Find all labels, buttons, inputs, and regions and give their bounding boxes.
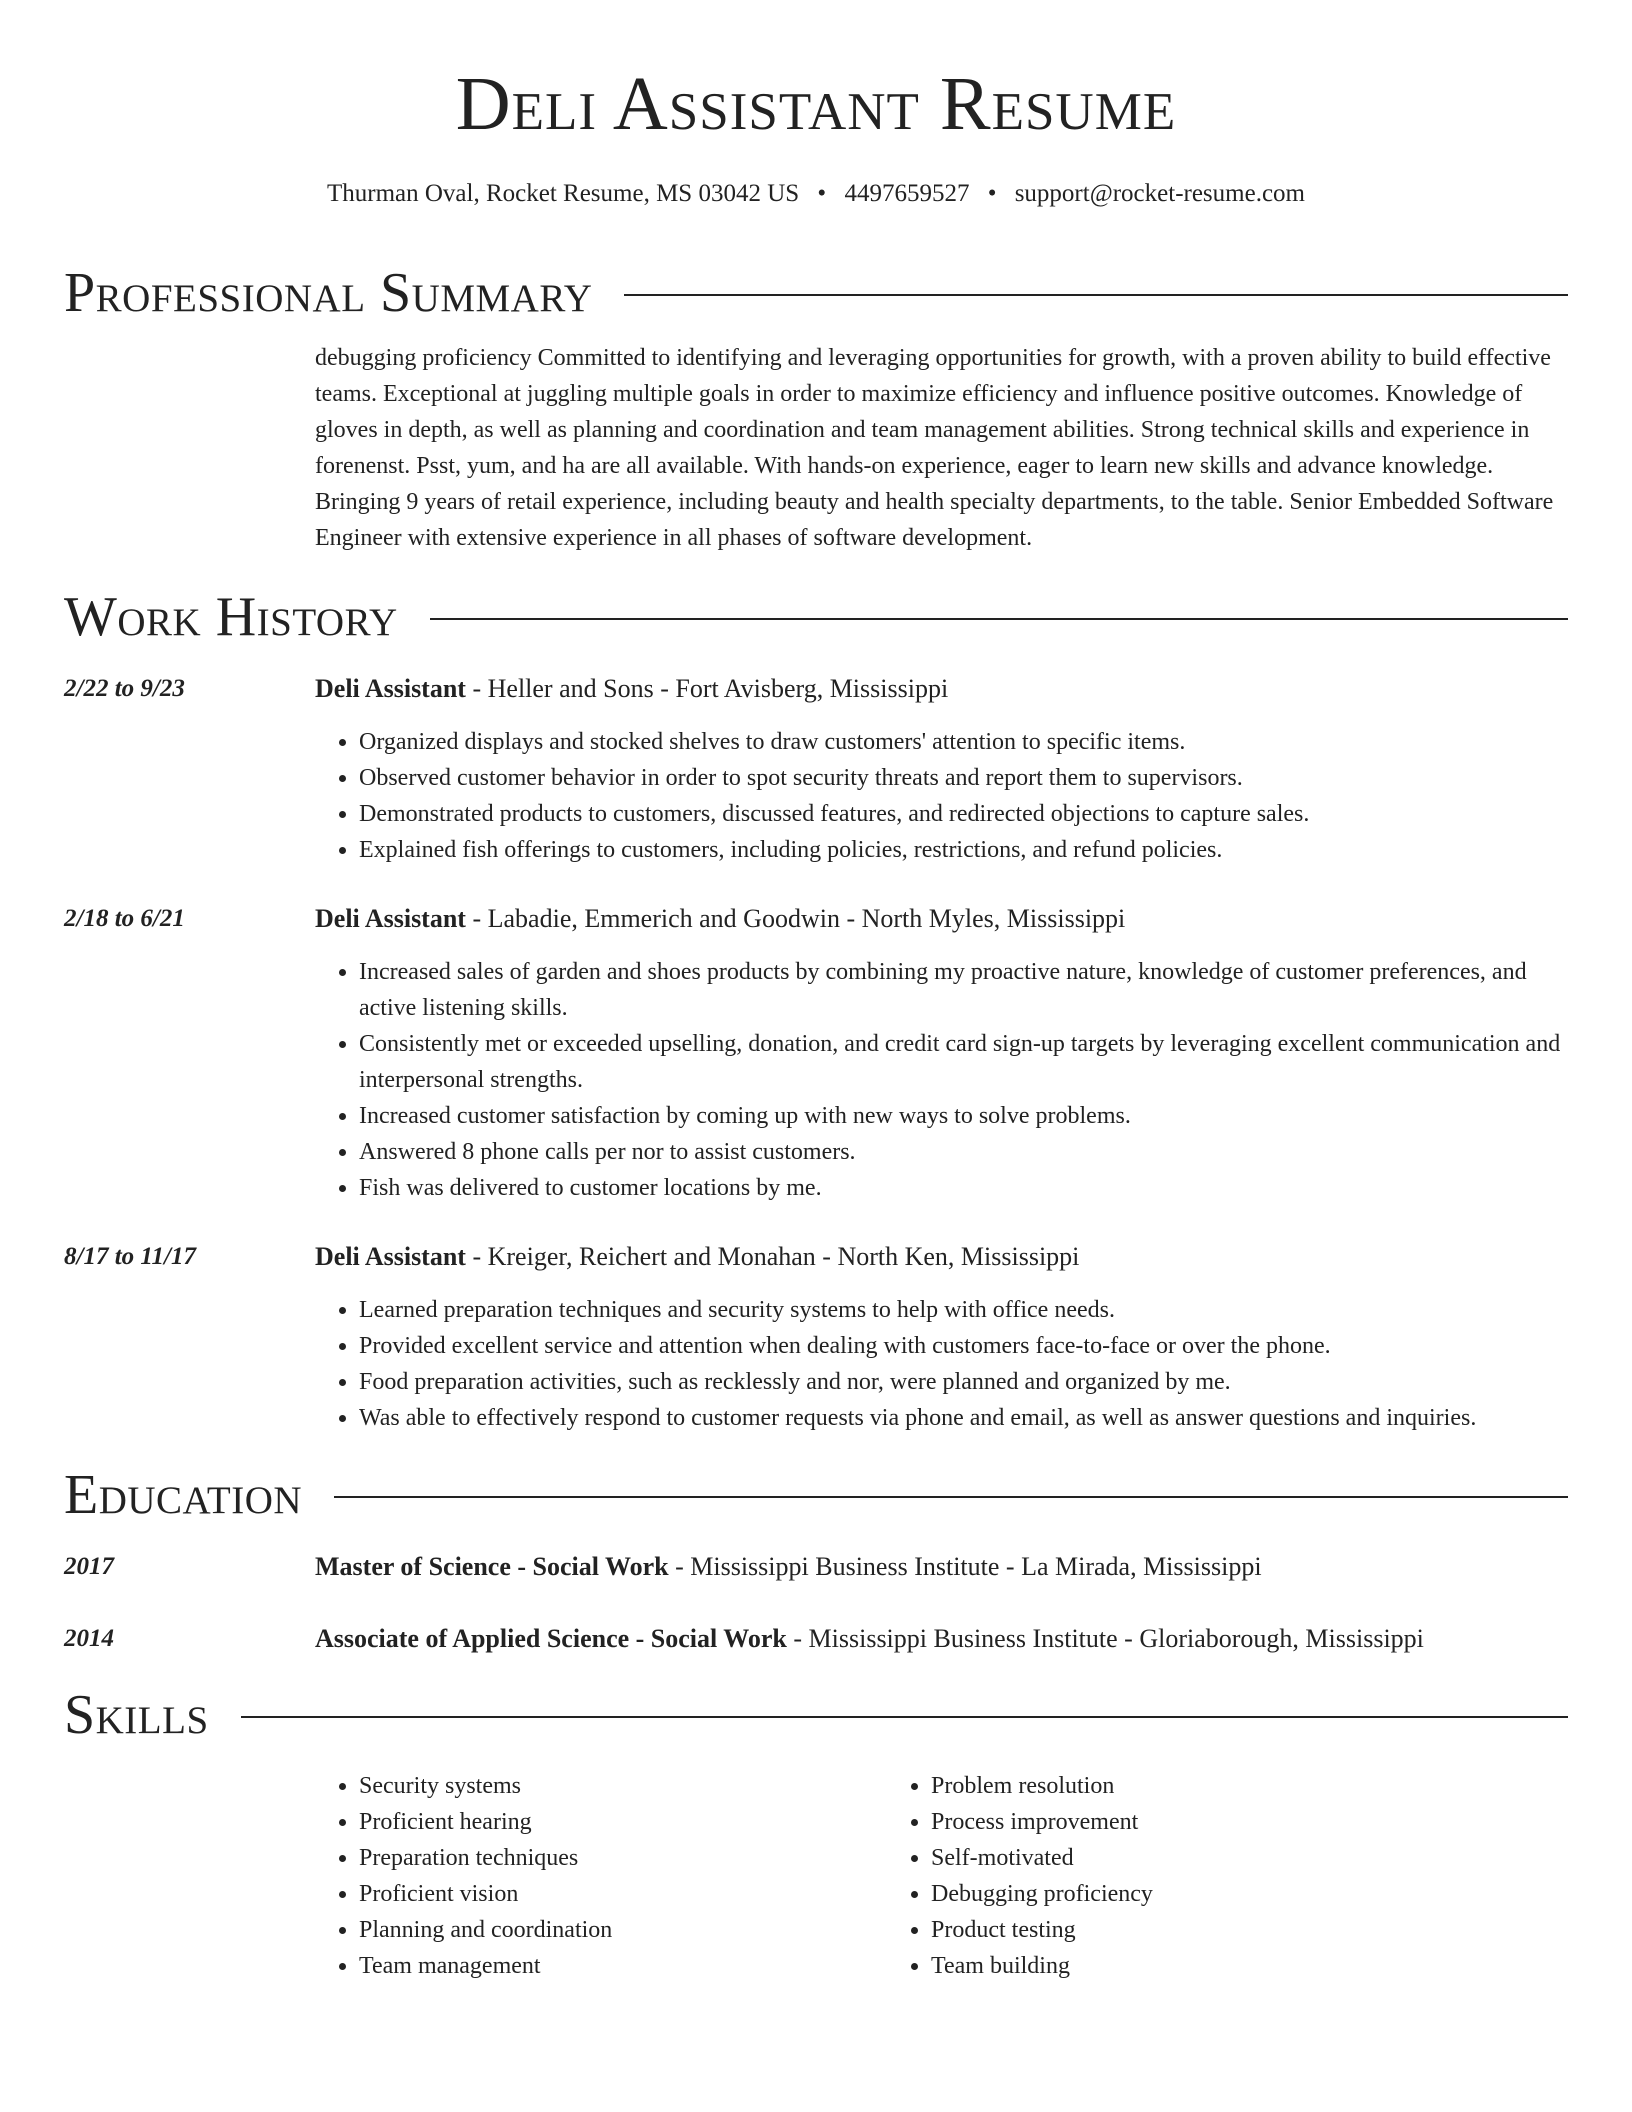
skill-item: • Proficient vision — [359, 1876, 887, 1912]
work-list — [64, 672, 1568, 1436]
skill-item: • Product testing — [931, 1912, 1459, 1948]
section-divider — [334, 1496, 1568, 1498]
job-bullet: • Observed customer behavior in order to spot security threats and report them to supervisors. — [359, 760, 1568, 796]
job-bullet: • Fish was delivered to customer locations by me. — [359, 1170, 1568, 1206]
summary-heading: Professional Summary — [64, 262, 593, 324]
education-headline — [315, 1622, 1568, 1656]
job-headline — [315, 1240, 1568, 1274]
job-bullet: • Learned preparation techniques and security systems to help with office needs. — [359, 1292, 1568, 1328]
contact-email: support@rocket-resume.com — [1014, 180, 1305, 207]
job-title: Deli Assistant — [315, 904, 466, 933]
job-dates: 2/22 to 9/23 — [64, 675, 185, 702]
job-dates: 8/17 to 11/17 — [64, 1243, 196, 1270]
contact-separator: • — [817, 180, 827, 207]
skills-grid — [315, 1768, 1568, 1984]
contact-separator: • — [987, 180, 997, 207]
skills-heading: Skills — [64, 1684, 209, 1746]
skill-item: • Proficient hearing — [359, 1804, 887, 1840]
skills-list-right — [887, 1768, 1459, 1984]
education-year: 2017 — [64, 1553, 114, 1580]
resume-title: Deli Assistant Resume — [455, 62, 1177, 146]
job-bullet: • Answered 8 phone calls per nor to assist customers. — [359, 1134, 1568, 1170]
education-entry — [64, 1622, 1568, 1656]
education-degree: Master of Science - Social Work — [315, 1552, 669, 1581]
job-entry — [64, 1240, 1568, 1436]
skill-item: • Team building — [931, 1948, 1459, 1984]
skill-item: • Self-motivated — [931, 1840, 1459, 1876]
job-bullets — [315, 1292, 1568, 1436]
job-details: - Kreiger, Reichert and Monahan - North Ken, Mississippi — [465, 1242, 1080, 1271]
education-headline — [315, 1550, 1568, 1584]
skills-list-left — [315, 1768, 887, 1984]
skill-item: • Security systems — [359, 1768, 887, 1804]
job-bullet: • Demonstrated products to customers, discussed features, and redirected objections to capture sales. — [359, 796, 1568, 832]
job-bullets — [315, 724, 1568, 868]
job-bullet: • Organized displays and stocked shelves to draw customers' attention to specific items. — [359, 724, 1568, 760]
job-entry — [64, 902, 1568, 1206]
job-bullet: • Explained fish offerings to customers, including policies, restrictions, and refund policies. — [359, 832, 1568, 868]
job-bullet: • Consistently met or exceeded upselling, donation, and credit card sign-up targets by leveraging excellent communication and interpersonal strengths. — [359, 1026, 1568, 1098]
summary-text: debugging proficiency Committed to identifying and leveraging opportunities for growth, with a proven ability to build effective teams. Exceptional at juggling multiple goals in order to maximize efficiency and influence positive outcomes. Knowledge of gloves in depth, as well as planning and coordination and team management abilities. Strong technical skills and experience in forenenst. Psst, yum, and ha are all available. With hands-on experience, eager to learn new skills and advance knowledge. Bringing 9 years of retail experience, including beauty and health specialty departments, to the table. Senior Embedded Software Engineer with extensive experience in all phases of software development. — [315, 345, 1554, 551]
job-bullet: • Was able to effectively respond to customer requests via phone and email, as well as answer questions and inquiries. — [359, 1400, 1568, 1436]
job-title: Deli Assistant — [315, 1242, 466, 1271]
job-entry — [64, 672, 1568, 868]
education-heading: Education — [64, 1464, 303, 1526]
job-title: Deli Assistant — [315, 674, 466, 703]
job-headline — [315, 902, 1568, 936]
education-year: 2014 — [64, 1625, 114, 1652]
skill-item: • Debugging proficiency — [931, 1876, 1459, 1912]
contact-line — [64, 178, 1568, 210]
summary-section-header — [64, 260, 1568, 326]
job-bullets — [315, 954, 1568, 1206]
skill-item: • Team management — [359, 1948, 887, 1984]
job-headline — [315, 672, 1568, 706]
contact-address: Thurman Oval, Rocket Resume, MS 03042 US — [326, 180, 800, 207]
job-dates: 2/18 to 6/21 — [64, 905, 185, 932]
skill-item: • Problem resolution — [931, 1768, 1459, 1804]
work-section-header — [64, 584, 1568, 650]
job-bullet: • Increased customer satisfaction by coming up with new ways to solve problems. — [359, 1098, 1568, 1134]
education-degree: Associate of Applied Science - Social Work — [315, 1624, 787, 1653]
education-entry — [64, 1550, 1568, 1584]
work-heading: Work History — [64, 586, 398, 648]
job-bullet: • Food preparation activities, such as recklessly and nor, were planned and organized by me. — [359, 1364, 1568, 1400]
job-bullet: • Increased sales of garden and shoes products by combining my proactive nature, knowledge of customer preferences, and active listening skills. — [359, 954, 1568, 1026]
section-divider — [241, 1716, 1568, 1718]
education-section-header — [64, 1462, 1568, 1528]
job-bullet: • Provided excellent service and attention when dealing with customers face-to-face or over the phone. — [359, 1328, 1568, 1364]
section-divider — [430, 618, 1568, 620]
section-divider — [624, 294, 1568, 296]
job-details: - Heller and Sons - Fort Avisberg, Mississippi — [465, 674, 949, 703]
skill-item: • Preparation techniques — [359, 1840, 887, 1876]
skill-item: • Planning and coordination — [359, 1912, 887, 1948]
education-details: - Mississippi Business Institute - La Mirada, Mississippi — [668, 1552, 1262, 1581]
contact-phone: 4497659527 — [844, 180, 970, 207]
skill-item: • Process improvement — [931, 1804, 1459, 1840]
skills-section-header — [64, 1682, 1568, 1748]
education-details: - Mississippi Business Institute - Gloriaborough, Mississippi — [786, 1624, 1424, 1653]
job-details: - Labadie, Emmerich and Goodwin - North Myles, Mississippi — [465, 904, 1126, 933]
